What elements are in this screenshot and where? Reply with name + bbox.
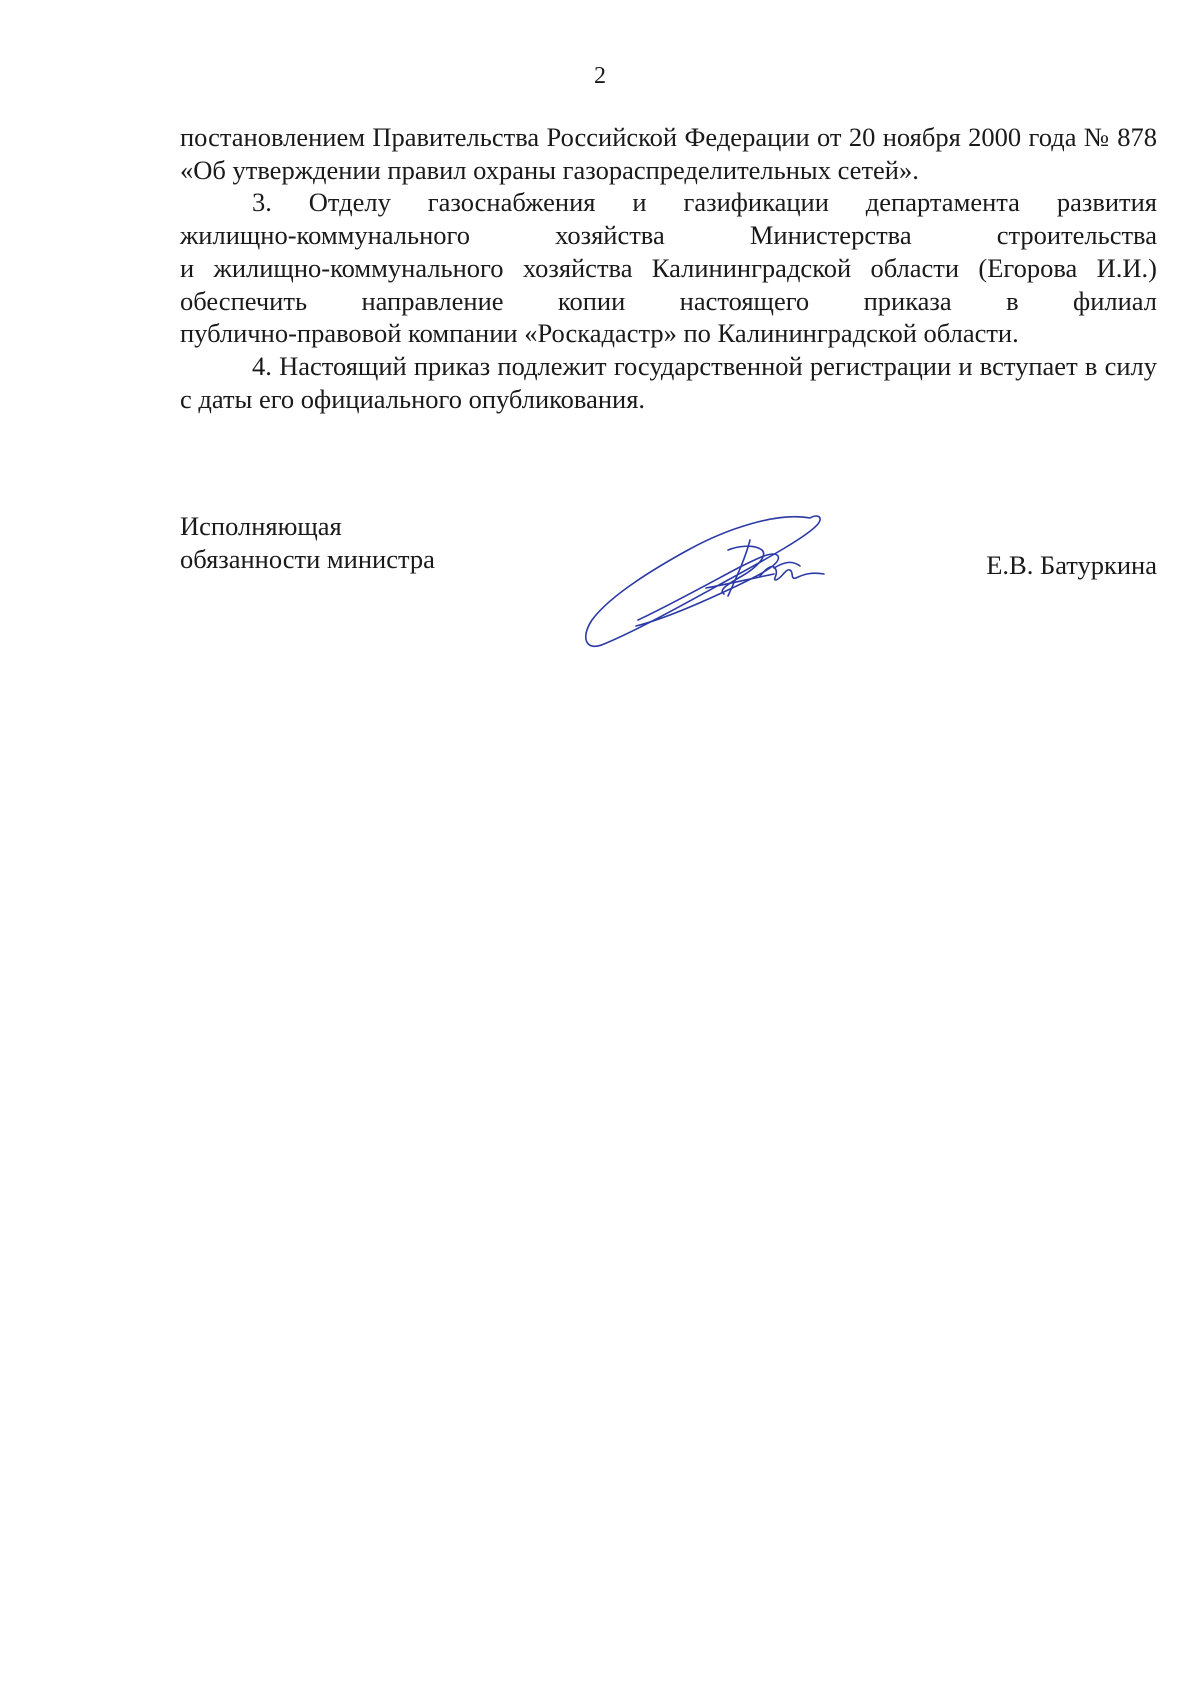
- document-body: [180, 121, 1157, 415]
- handwritten-signature: [578, 510, 838, 660]
- paragraph-item-3-line-5: публично-правовой компании «Роскадастр» по Калининградской области.: [180, 318, 1019, 349]
- paragraph-item-3: [180, 186, 1157, 350]
- paragraph-item-4: 4. Настоящий приказ подлежит государственной регистрации и вступает в силу с даты его официального опубликования.: [180, 350, 1157, 414]
- signer-name: Е.В. Батуркина: [986, 550, 1157, 580]
- signer-position: [180, 510, 435, 576]
- paragraph-item-3-line-3: и жилищно-коммунального хозяйства Калининградской области (Егорова И.И.): [180, 252, 1157, 283]
- paragraph-item-3-line-1: 3. Отделу газоснабжения и газификации департамента развития: [252, 187, 1157, 218]
- signer-position-line-2: обязанности министра: [180, 544, 435, 574]
- paragraph-item-3-line-4: обеспечить направление копии настоящего приказа в филиал: [180, 285, 1157, 316]
- signer-position-line-1: Исполняющая: [180, 511, 342, 541]
- signature-block: [180, 510, 1157, 660]
- paragraph-item-3-line-2: жилищно-коммунального хозяйства Министерства строительства: [180, 220, 1157, 251]
- page-number: 2: [594, 63, 606, 89]
- paragraph-continuation: постановлением Правительства Российской Федерации от 20 ноября 2000 года № 878 «Об утверждении правил охраны газораспределительных сетей».: [180, 122, 1157, 185]
